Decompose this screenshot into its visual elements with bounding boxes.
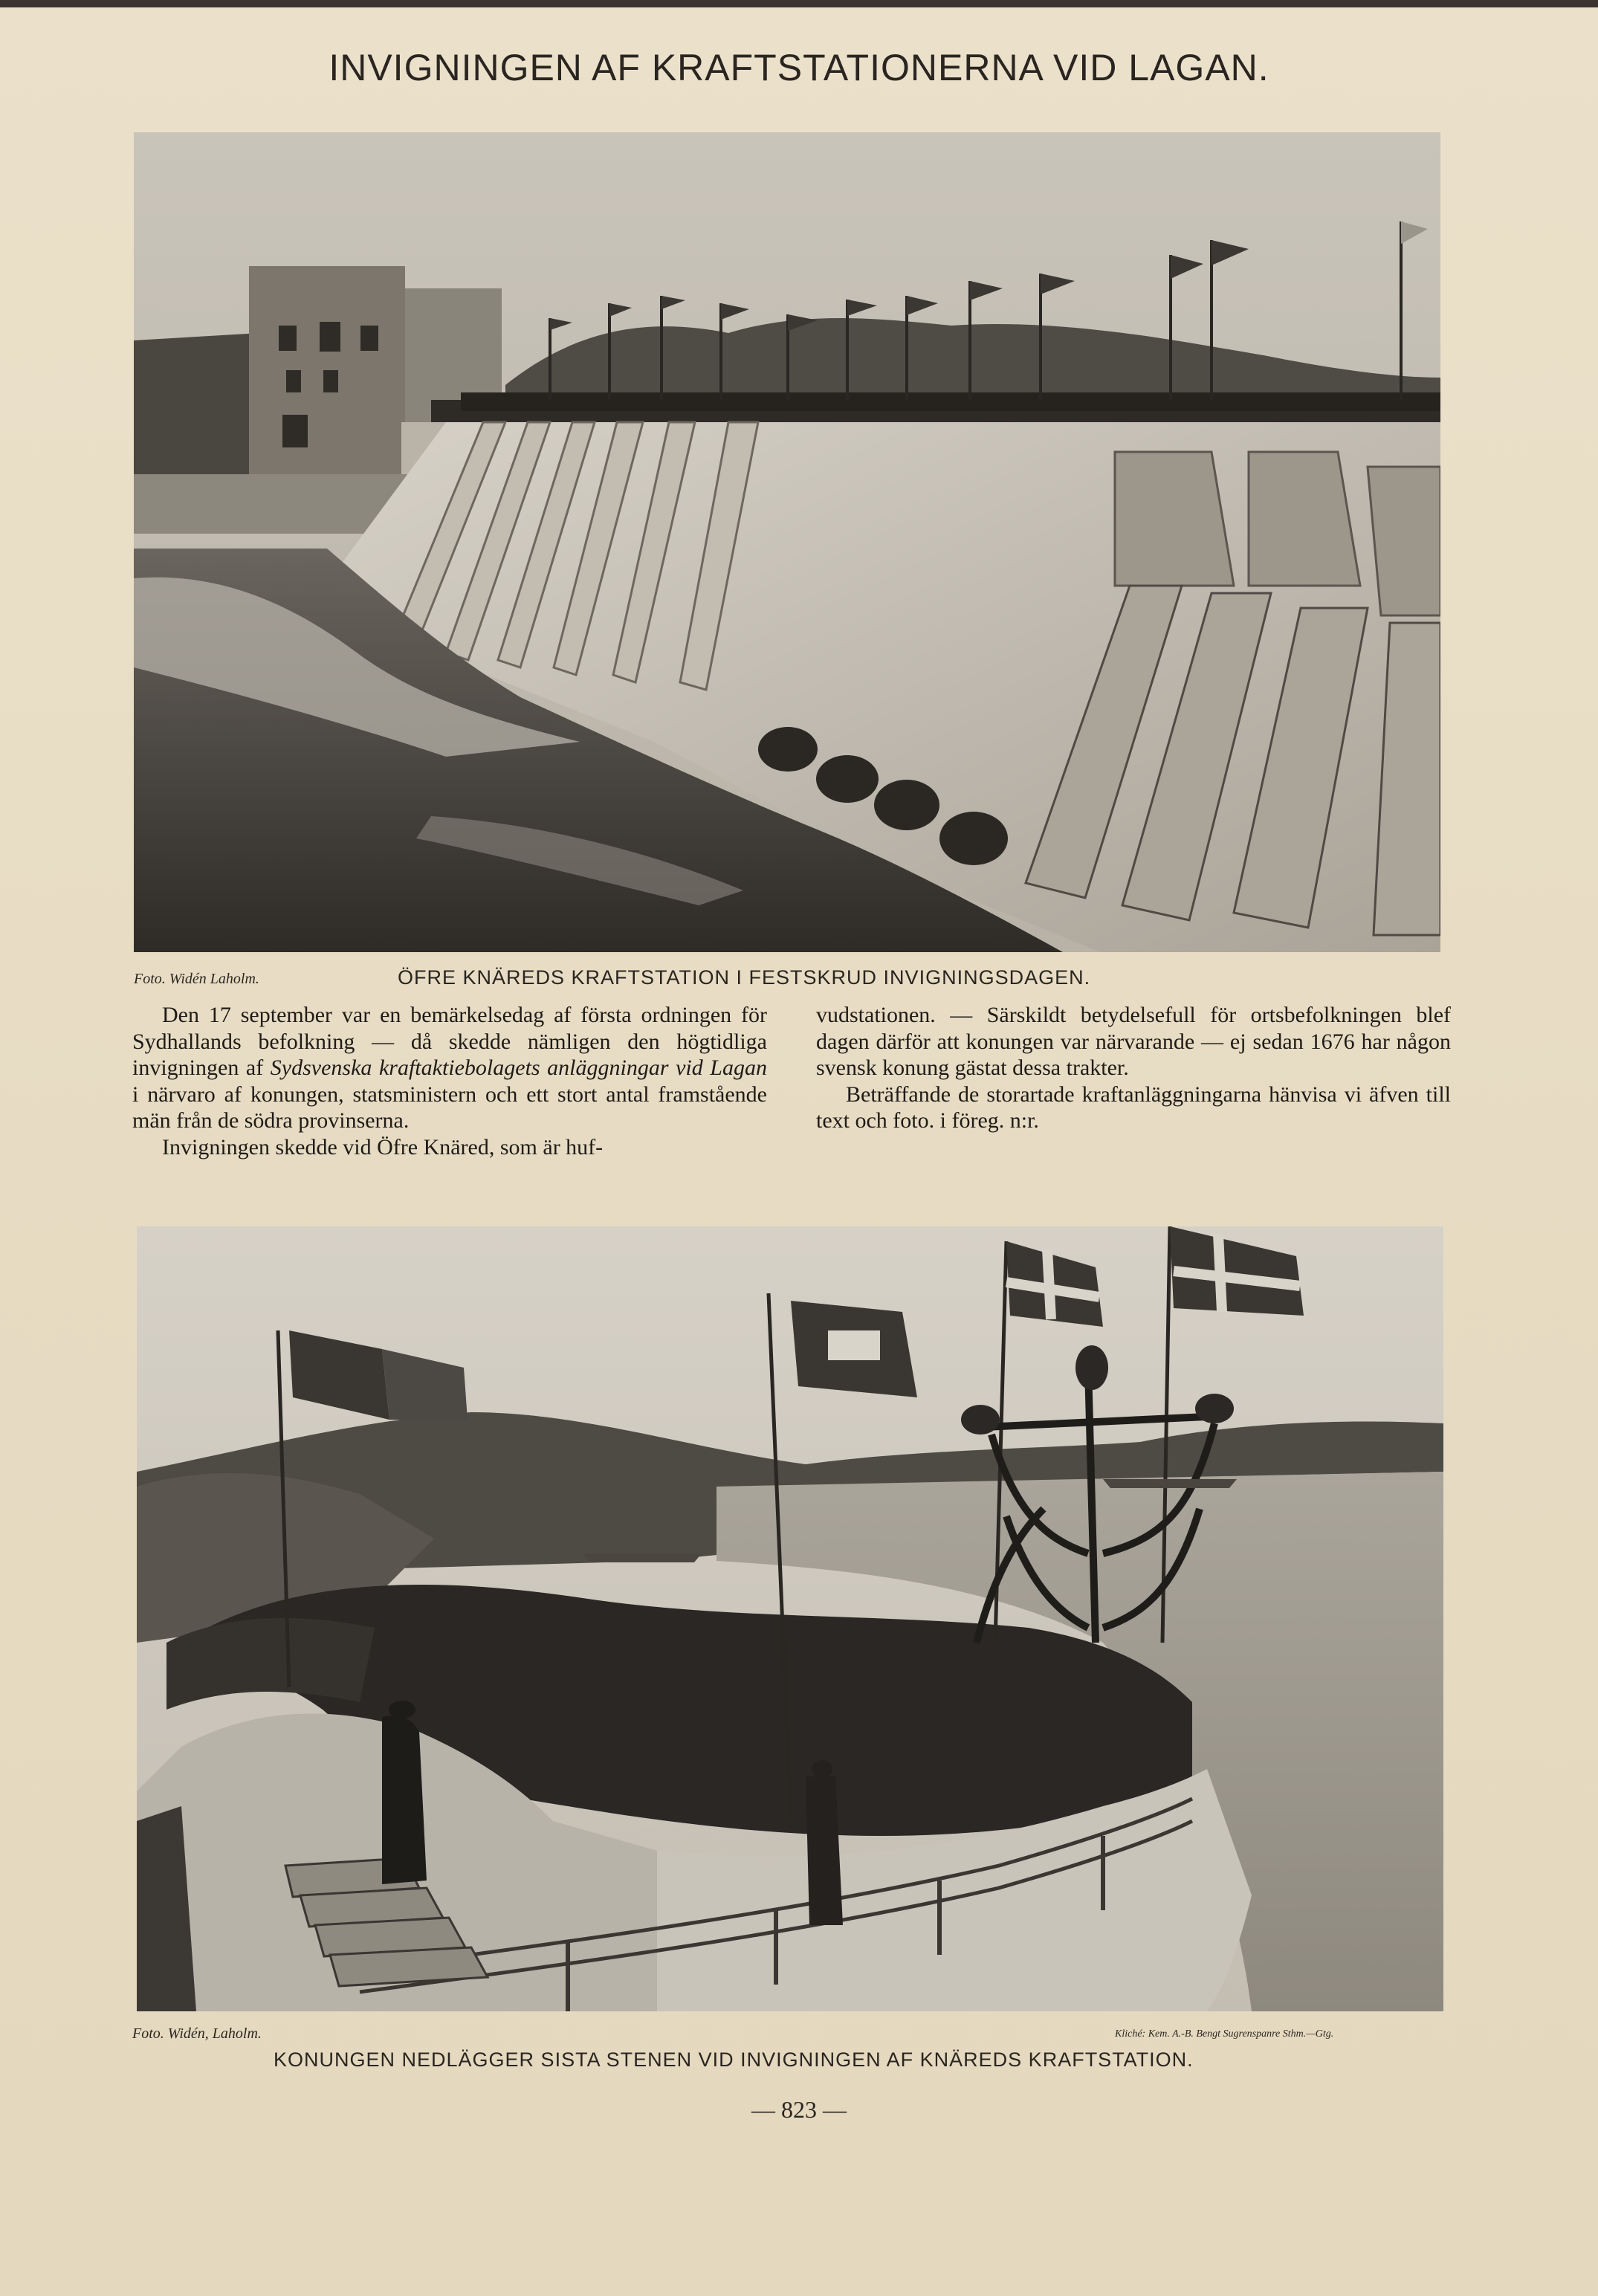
- page-number: — 823 —: [751, 2096, 847, 2123]
- company-name-emphasis: Sydsvenska kraftaktiebolagets anläggningar vid Lagan: [270, 1055, 767, 1080]
- article-text: i närvaro af konungen, statsministern och ett stort antal framstående män från de södra provinserna.: [132, 1081, 767, 1133]
- photo2-cliche-credit: Kliché: Kem. A.-B. Bengt Sugrenspanre Sthm.—Gtg.: [1115, 2028, 1334, 2040]
- page-headline: INVIGNINGEN AF KRAFTSTATIONERNA VID LAGAN.: [329, 47, 1269, 88]
- top-edge-shadow: [0, 0, 1598, 7]
- photo1-caption: ÖFRE KNÄREDS KRAFTSTATION I FESTSKRUD INVIGNINGSDAGEN.: [398, 966, 1091, 989]
- article-paragraph-1: [132, 1002, 767, 1134]
- ceremony-photograph: [137, 1226, 1443, 2011]
- article-paragraph-4: Beträffande de storartade kraftanläggningarna hänvisa vi äfven till text och foto. i föreg. n:r.: [816, 1081, 1451, 1133]
- article-column-left: [132, 1002, 767, 1160]
- article-paragraph-2: Invigningen skedde vid Öfre Knäred, som är huf-: [162, 1134, 604, 1160]
- photo2-credit: Foto. Widén, Laholm.: [132, 2025, 262, 2042]
- article-column-right: [816, 1002, 1451, 1134]
- dam-photograph: [134, 132, 1440, 952]
- article-paragraph-3: vudstationen. — Särskildt betydelsefull för ortsbefolkningen blef dagen därför att konungen var närvarande — ej sedan 1676 har någon svensk konung gästat dessa trakter.: [816, 1003, 1451, 1080]
- article-text: Den 17 september var en bemärkelsedag af första ordningen för Sydhallands befolkning — då skedde nämligen den högtidliga invigningen af: [132, 1003, 767, 1080]
- photo1-credit: Foto. Widén Laholm.: [134, 971, 259, 987]
- ceremony-photo-illustration: [137, 1226, 1443, 2011]
- photo2-caption: KONUNGEN NEDLÄGGER SISTA STENEN VID INVIGNINGEN AF KNÄREDS KRAFTSTATION.: [274, 2048, 1194, 2071]
- dam-photo-illustration: [134, 132, 1440, 952]
